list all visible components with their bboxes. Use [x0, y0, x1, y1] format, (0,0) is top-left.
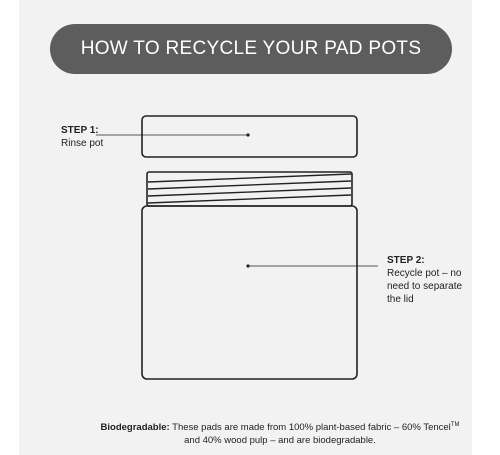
biodegradable-heading: Biodegradable:	[100, 422, 170, 433]
step-1-marker-dot	[246, 133, 249, 136]
step-2-heading: STEP 2:	[387, 255, 425, 266]
thread-line-1	[148, 174, 351, 182]
biodegradable-text-a: These pads are made from 100% plant-based fabric – 60% Tencel	[169, 422, 451, 433]
step-2-marker-dot	[246, 264, 249, 267]
trademark-sup: TM	[450, 422, 460, 428]
biodegradable-note	[100, 419, 460, 447]
thread-line-4	[148, 195, 351, 203]
thread-line-3	[148, 188, 351, 196]
step-1-heading: STEP 1:	[61, 125, 99, 136]
page-title: HOW TO RECYCLE YOUR PAD POTS	[80, 38, 422, 59]
biodegradable-text-b: and 40% wood pulp – and are biodegradable.	[184, 435, 376, 446]
pot-lid	[142, 116, 357, 157]
thread-line-2	[148, 181, 351, 189]
step-1-text: Rinse pot	[61, 138, 104, 149]
step-2-label	[387, 254, 477, 306]
step-1-label	[61, 124, 103, 150]
step-2-text: Recycle pot – no need to separate the lid	[387, 268, 463, 305]
pot-body	[142, 206, 357, 379]
